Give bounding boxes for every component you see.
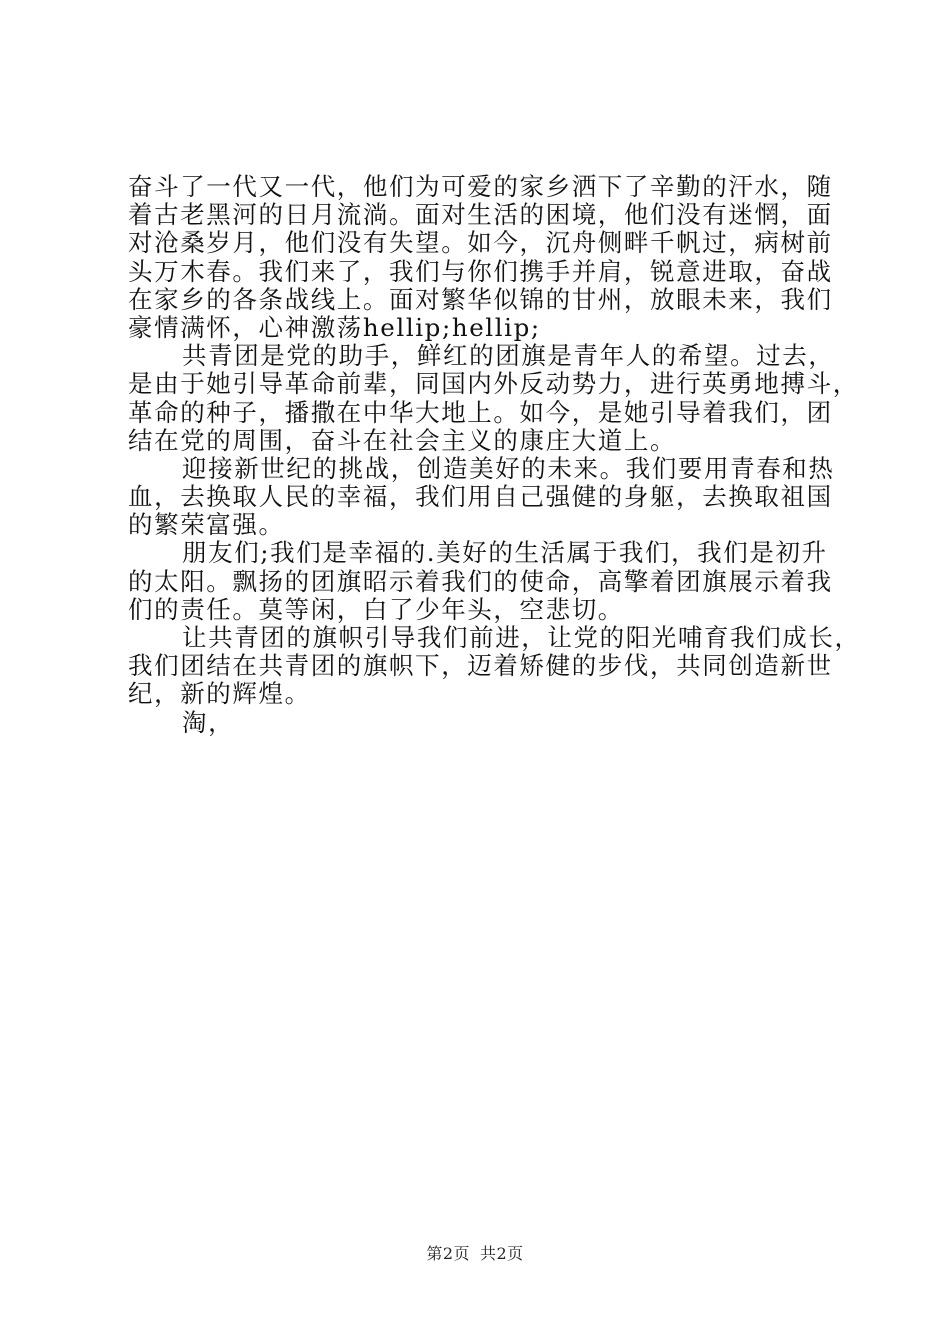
paragraph-first-line: 共青团是党的助手，鲜红的团旗是青年人的希望。过去， [182,341,835,371]
text-line: 头万木春。我们来了，我们与你们携手并肩，锐意进取，奋战 [128,256,833,286]
text-line: 纪，新的辉煌。 [128,679,311,709]
text-line: 们的责任。莫等闲，白了少年头，空悲切。 [128,594,624,624]
paragraph-first-line: 让共青团的旗帜引导我们前进，让党的阳光哺育我们成长， [182,623,861,652]
text-line: 着古老黑河的日月流淌。面对生活的困境，他们没有迷惘，面 [128,200,833,230]
text-line: 对沧桑岁月，他们没有失望。如今，沉舟侧畔千帆过，病树前 [128,228,833,258]
text-line: 豪情满怀，心神激荡hellip;hellip; [128,312,541,342]
text-line: 血，去换取人民的幸福，我们用自己强健的身躯，去换取祖国 [128,482,833,512]
page-number: 第2页 [426,1244,470,1263]
text-line: 结在党的周围，奋斗在社会主义的康庄大道上。 [128,425,677,455]
page-footer [0,1244,950,1264]
text-line: 奋斗了一代又一代，他们为可爱的家乡洒下了辛勤的汗水，随 [128,172,833,201]
total-pages: 共2页 [480,1244,524,1263]
text-line: 是由于她引导革命前辈，同国内外反动势力，进行英勇地搏斗， [128,369,859,399]
paragraph-first-line: 淘， [182,707,235,737]
document-body [128,172,861,737]
text-line: 我们团结在共青团的旗帜下，迈着矫健的步伐，共同创造新世 [128,651,833,681]
paragraph-first-line: 迎接新世纪的挑战，创造美好的未来。我们要用青春和热 [182,453,835,483]
paragraph-first-line: 朋友们;我们是幸福的.美好的生活属于我们，我们是初升 [182,538,828,568]
text-line: 在家乡的各条战线上。面对繁华似锦的甘州，放眼未来，我们 [128,284,833,314]
text-line: 的繁荣富强。 [128,510,285,540]
text-line: 革命的种子，播撒在中华大地上。如今，是她引导着我们，团 [128,397,833,427]
text-line: 的太阳。飘扬的团旗昭示着我们的使命，高擎着团旗展示着我 [128,566,833,596]
